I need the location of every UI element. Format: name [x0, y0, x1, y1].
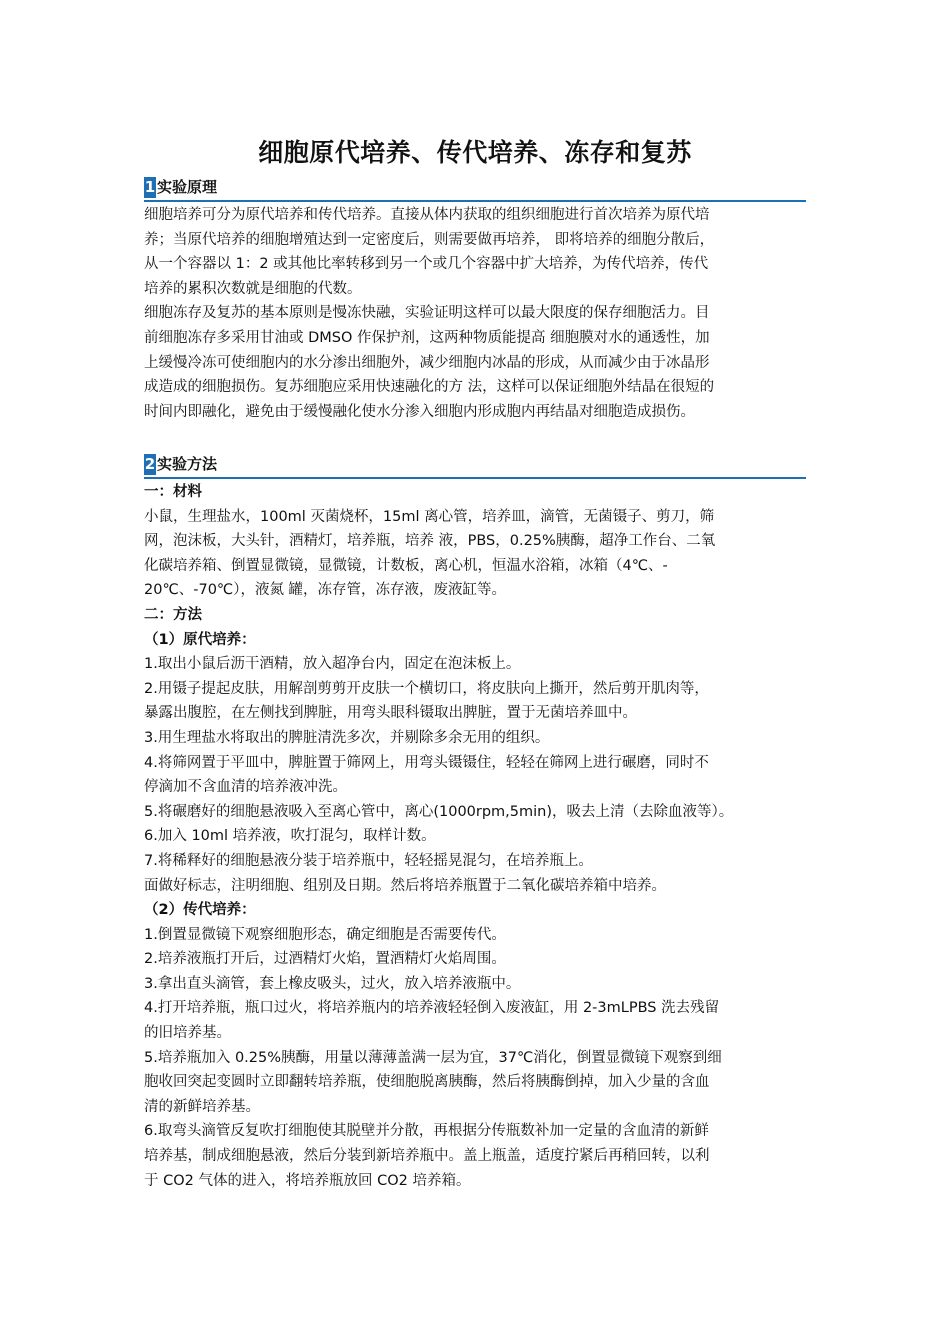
primary-step-line: 3.用生理盐水将取出的脾脏清洗多次，并剔除多余无用的组织。 [144, 729, 550, 746]
paragraph-line: 时间内即融化，避免由于缓慢融化使水分渗入细胞内形成胞内再结晶对细胞造成损伤。 [144, 403, 695, 420]
passage-step-line: 4.打开培养瓶，瓶口过火，将培养瓶内的培养液轻轻倒入废液缸，用 2-3mLPBS 洗去残留 [144, 1000, 720, 1017]
section-2-number: 2 [144, 455, 156, 473]
section-2-body [144, 480, 812, 1193]
primary-step-line: 2.用镊子提起皮肤，用解剖剪剪开皮肤一个横切口，将皮肤向上撕开，然后剪开肌肉等， [144, 680, 709, 697]
section-1-heading: 实验原理 [157, 178, 218, 196]
methods-heading: 二：方法 [144, 606, 202, 623]
primary-step-line: 4.将筛网置于平皿中，脾脏置于筛网上，用弯头镊镊住，轻轻在筛网上进行碾磨，同时不 [144, 754, 709, 771]
paragraph-line: 细胞冻存及复苏的基本原则是慢冻快融，实验证明这样可以最大限度的保存细胞活力。目 [144, 305, 710, 322]
passage-step-line: 3.拿出直头滴管，套上橡皮吸头，过火，放入培养液瓶中。 [144, 975, 521, 992]
passage-step-line: 1.倒置显微镜下观察细胞形态，确定细胞是否需要传代。 [144, 926, 506, 943]
document-title: 细胞原代培养、传代培养、冻存和复苏 [258, 138, 692, 167]
primary-step-line: 面做好标志，注明细胞、组别及日期。然后将培养瓶置于二氧化碳培养箱中培养。 [144, 877, 666, 894]
materials-line: 小鼠，生理盐水，100ml 灭菌烧杯，15ml 离心管，培养皿，滴管，无菌镊子、剪刀，筛 [144, 508, 715, 525]
materials-heading: 一：材料 [144, 484, 202, 500]
passage-step-line: 5.培养瓶加入 0.25%胰酶，用量以薄薄盖满一层为宜，37℃消化，倒置显微镜下观察到细 [144, 1049, 722, 1066]
materials-line: 网，泡沫板，大头针，酒精灯，培养瓶，培养 液，PBS，0.25%胰酶，超净工作台、二氧 [144, 533, 716, 550]
section-2-header [144, 453, 806, 479]
primary-step-line: 停滴加不含血清的培养液冲洗。 [144, 779, 347, 796]
section-2-heading: 实验方法 [157, 455, 218, 473]
materials-line: 20℃、-70℃），液氮 罐，冻存管，冻存液，废液缸等。 [144, 582, 507, 599]
primary-step-line: 5.将碾磨好的细胞悬液吸入至离心管中，离心(1000rpm,5min)，吸去上清（去除血液等）。 [144, 803, 734, 820]
primary-step-line: 1.取出小鼠后沥干酒精，放入超净台内，固定在泡沫板上。 [144, 656, 521, 673]
primary-step-line: 暴露出腹腔，在左侧找到脾脏，用弯头眼科镊取出脾脏，置于无菌培养皿中。 [144, 705, 637, 722]
section-1-header [144, 176, 806, 202]
section-1-body [144, 203, 812, 424]
paragraph-line: 养；当原代培养的细胞增殖达到一定密度后，则需要做再培养， 即将培养的细胞分散后， [144, 231, 715, 248]
paragraph-line: 培养的累积次数就是细胞的代数。 [144, 280, 362, 297]
section-1-number: 1 [144, 178, 156, 196]
materials-line: 化碳培养箱、倒置显微镜，显微镜，计数板，离心机，恒温水浴箱，冰箱（4℃、- [144, 557, 668, 574]
passage-step-line: 2.培养液瓶打开后，过酒精灯火焰，置酒精灯火焰周围。 [144, 951, 506, 968]
passage-step-line: 培养基，制成细胞悬液，然后分装到新培养瓶中。盖上瓶盖，适度拧紧后再稍回转，以利 [144, 1148, 710, 1165]
paragraph-line: 从一个容器以 1：2 或其他比率转移到另一个或几个容器中扩大培养，为传代培养，传代 [144, 256, 709, 273]
passage-step-line: 胞收回突起变圆时立即翻转培养瓶，使细胞脱离胰酶，然后将胰酶倒掉，加入少量的含血 [144, 1074, 710, 1091]
passage-culture-heading: （2）传代培养： [144, 902, 256, 919]
passage-step-line: 于 CO2 气体的进入，将培养瓶放回 CO2 培养箱。 [144, 1172, 471, 1189]
passage-step-line: 的旧培养基。 [144, 1025, 231, 1042]
primary-step-line: 7.将稀释好的细胞悬液分装于培养瓶中，轻轻摇晃混匀，在培养瓶上。 [144, 852, 593, 869]
passage-step-line: 清的新鲜培养基。 [144, 1098, 260, 1115]
paragraph-line: 前细胞冻存多采用甘油或 DMSO 作保护剂，这两种物质能提高 细胞膜对水的通透性，加 [144, 329, 710, 346]
paragraph-line: 成造成的细胞损伤。复苏细胞应采用快速融化的方 法，这样可以保证细胞外结晶在很短的 [144, 379, 715, 396]
primary-culture-heading: （1）原代培养： [144, 631, 256, 648]
paragraph-line: 上缓慢冷冻可使细胞内的水分渗出细胞外，减少细胞内冰晶的形成，从而减少由于冰晶形 [144, 354, 710, 371]
paragraph-line: 细胞培养可分为原代培养和传代培养。直接从体内获取的组织细胞进行首次培养为原代培 [144, 207, 710, 223]
passage-step-line: 6.取弯头滴管反复吹打细胞使其脱壁并分散，再根据分传瓶数补加一定量的含血清的新鲜 [144, 1123, 709, 1140]
primary-step-line: 6.加入 10ml 培养液，吹打混匀，取样计数。 [144, 828, 436, 845]
